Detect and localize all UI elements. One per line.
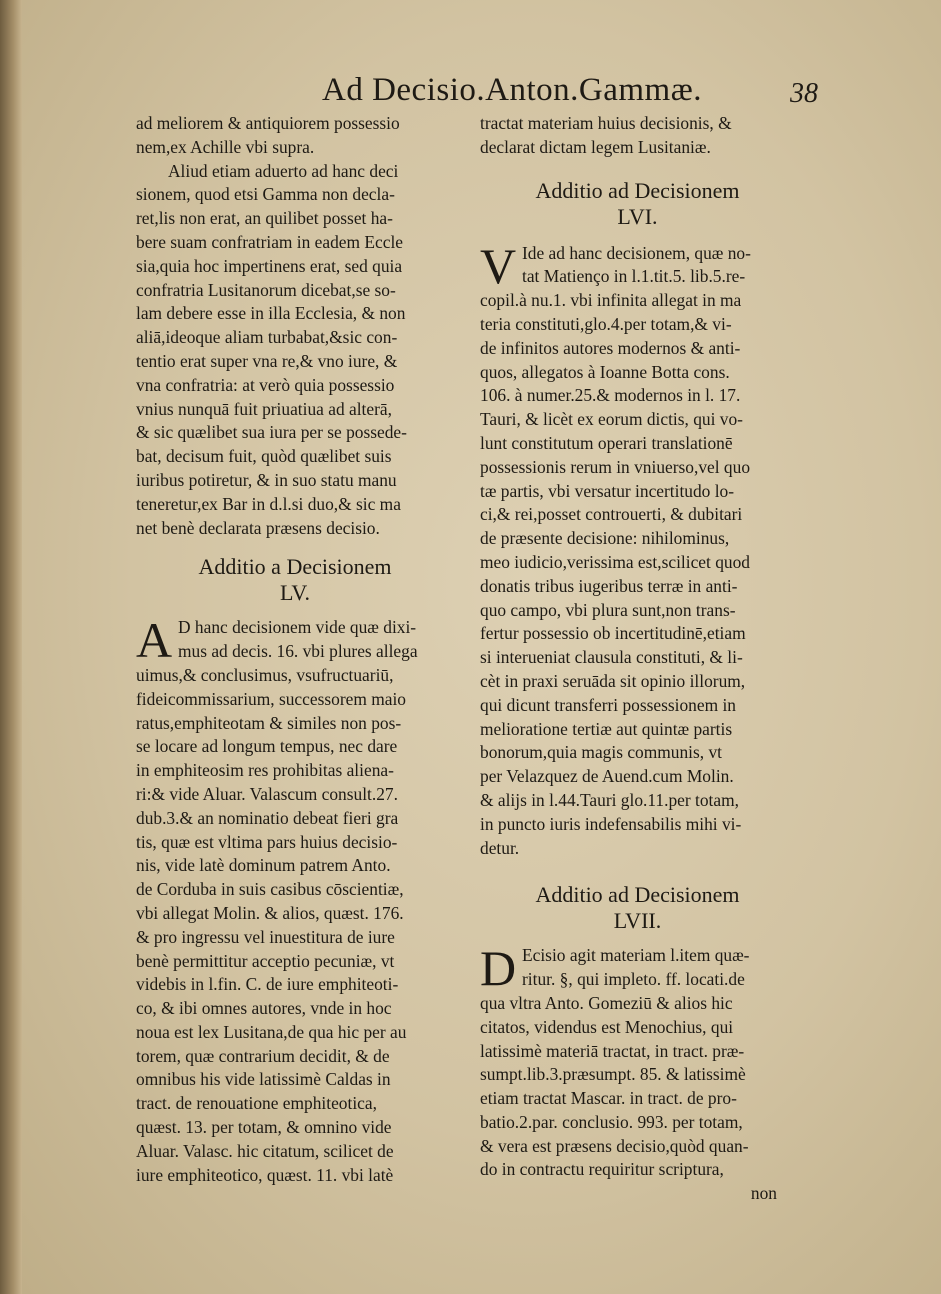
text-line: sia,quia hoc impertinens erat, sed quia [136,255,403,276]
text-line: sionem, quod etsi Gamma non decla- [136,184,395,205]
text-line: uimus,& conclusimus, vsufructuariū, [136,664,394,685]
text-line: & alijs in l.44.Tauri glo.11.per totam, [480,789,739,810]
text-line: & vera est præsens decisio,quòd quan- [480,1135,749,1156]
dropcap-a: A [136,612,173,669]
text-line: se locare ad longum tempus, nec dare [136,736,398,757]
text-line: declarat dictam legem Lusitaniæ. [480,136,711,157]
text-line: possessionis rerum in vniuerso,vel quo [480,456,751,477]
text-line: iuribus potiretur, & in suo statu manu [136,469,397,490]
section-lv-body [136,612,454,1187]
right-bottom-text [480,940,795,1182]
text-line: tis, quæ est vltima pars huius decisio- [136,831,398,852]
text-line: ci,& rei,posset controuerti, & dubitari [480,504,743,525]
right-mid-text [480,237,795,861]
page-number: 38 [790,78,818,109]
text-line: omnibus his vide latissimè Caldas in [136,1069,391,1090]
text-line: 106. à numer.25.& modernos in l. 17. [480,385,741,406]
section-lvii-body [480,940,795,1182]
section-lvi-body [480,237,795,861]
heading-lvii-line1: Additio ad Decisionem [535,882,740,908]
text-line: batio.2.par. conclusio. 993. per totam, [480,1111,743,1132]
text-line: si interueniat clausula constituti, & li- [480,647,743,668]
text-line: Ide ad hanc decisionem, quæ no- [522,242,751,263]
text-line: quæst. 13. per totam, & omnino vide [136,1117,392,1138]
text-line: bonorum,quia magis communis, vt [480,742,722,763]
text-line: quos, allegatos à Ioanne Botta cons. [480,361,730,382]
text-line: detur. [480,837,520,858]
heading-lv-line2: LV. [280,580,310,606]
text-line: & sic quælibet sua iura per se possede- [136,422,407,443]
text-line: de Corduba in suis casibus cōscientiæ, [136,879,404,900]
text-line: Aliud etiam aduerto ad hanc deci [168,160,399,181]
catchword: non [750,1183,777,1204]
text-line: de infinitos autores modernos & anti- [480,337,741,358]
text-line: cèt in praxi seruāda sit opinio illorum, [480,670,746,691]
text-line: tentio erat super vna re,& vno iure, & [136,350,398,371]
text-line: in puncto iuris indefensabilis mihi vi- [480,813,742,834]
text-line: vbi allegat Molin. & alios, quæst. 176. [136,902,404,923]
text-line: vnius nunquā fuit priuatiua ad alterā, [136,398,392,419]
heading-lvii-line2: LVII. [613,908,662,934]
heading-lvi-line2: LVI. [617,203,658,229]
text-line: Aluar. Valasc. hic citatum, scilicet de [136,1140,394,1161]
text-line: bat, decisum fuit, quòd quælibet suis [136,446,392,467]
text-line: bere suam confratriam in eadem Eccle [136,231,403,252]
text-line: fideicommissarium, successorem maio [136,688,406,709]
dropcap-v: V [480,237,517,294]
dropcap-d: D [480,940,517,997]
text-line: do in contractu requiritur scriptura, [480,1159,724,1180]
text-line: dub.3.& an nominatio debeat fieri gra [136,807,399,828]
text-line: fertur possessio ob incertitudinē,etiam [480,623,746,644]
text-line: tæ partis, vbi versatur incertitudo lo- [480,480,735,501]
text-line: lam debere esse in illa Ecclesia, & non [136,303,406,324]
text-line: meo iudicio,verissima est,scilicet quod [480,551,750,572]
text-line: tat Matienço in l.1.tit.5. lib.5.re- [522,266,746,287]
text-line: sumpt.lib.3.præsumpt. 85. & latissimè [480,1064,746,1085]
text-line: nem,ex Achille vbi supra. [136,136,315,157]
text-line: qua vltra Anto. Gomeziū & alios hic [480,992,733,1013]
text-line: vna confratria: at verò quia possessio [136,374,395,395]
text-line: videbis in l.fin. C. de iure emphiteoti- [136,974,399,995]
text-line: copil.à nu.1. vbi infinita allegat in ma [480,290,742,311]
text-line: Ecisio agit materiam l.item quæ- [522,945,750,966]
left-top-text [136,112,454,540]
text-line: & pro ingressu vel inuestitura de iure [136,926,395,947]
text-line: teria constituti,glo.4.per totam,& vi- [480,313,732,334]
text-line: mus ad decis. 16. vbi plures allega [178,641,418,662]
text-line: etiam tractat Mascar. in tract. de pro- [480,1088,737,1109]
right-top-text [480,112,795,160]
text-line: tractat materiam huius decisionis, & [480,113,732,133]
text-line: donatis tribus iugeribus terræ in anti- [480,575,738,596]
text-line: de præsente decisione: nihilominus, [480,528,730,549]
text-line: aliā,ideoque aliam turbabat,&sic con- [136,327,398,348]
left-column [136,112,454,1187]
text-line: confratria Lusitanorum dicebat,se so- [136,279,396,300]
text-line: qui dicunt transferri possessionem in [480,694,736,715]
text-line: lunt constitutum operari translationē [480,432,733,453]
text-line: melioratione tertiæ aut quintæ partis [480,718,733,739]
text-line: iure emphiteotico, quæst. 11. vbi latè [136,1164,394,1185]
text-line: per Velazquez de Auend.cum Molin. [480,766,734,787]
running-header: Ad Decisio.Anton.Gammæ. [322,72,702,108]
text-line: Tauri, & licèt ex eorum dictis, qui vo- [480,409,743,430]
text-line: ret,lis non erat, an quilibet posset ha- [136,208,393,229]
right-column [480,112,795,1206]
text-line: ratus,emphiteotam & similes non pos- [136,712,402,733]
book-binding [0,0,22,1294]
text-line: teneretur,ex Bar in d.l.si duo,& sic ma [136,493,401,514]
text-line: D hanc decisionem vide quæ dixi- [178,617,417,638]
text-line: quo campo, vbi plura sunt,non trans- [480,599,736,620]
text-line: ad meliorem & antiquiorem possessio [136,113,400,133]
text-line: co, & ibi omnes autores, vnde in hoc [136,998,392,1019]
text-line: net benè declarata præsens decisio. [136,517,380,538]
text-line: noua est lex Lusitana,de qua hic per au [136,1021,407,1042]
heading-lv-line1: Additio a Decisionem [198,554,392,580]
text-line: ritur. §, qui impleto. ff. locati.de [522,969,745,990]
text-line: benè permittitur acceptio pecuniæ, vt [136,950,395,971]
heading-lvi-line1: Additio ad Decisionem [535,177,740,203]
left-body-text [136,612,454,1187]
text-line: tract. de renouatione emphiteotica, [136,1093,377,1114]
text-line: ri:& vide Aluar. Valascum consult.27. [136,783,398,804]
text-line: citatos, videndus est Menochius, qui [480,1016,734,1037]
text-line: in emphiteosim res prohibitas aliena- [136,760,394,781]
text-line: nis, vide latè dominum patrem Anto. [136,855,391,876]
text-line: torem, quæ contrarium decidit, & de [136,1045,390,1066]
text-line: latissimè materiā tractat, in tract. præ- [480,1040,745,1061]
